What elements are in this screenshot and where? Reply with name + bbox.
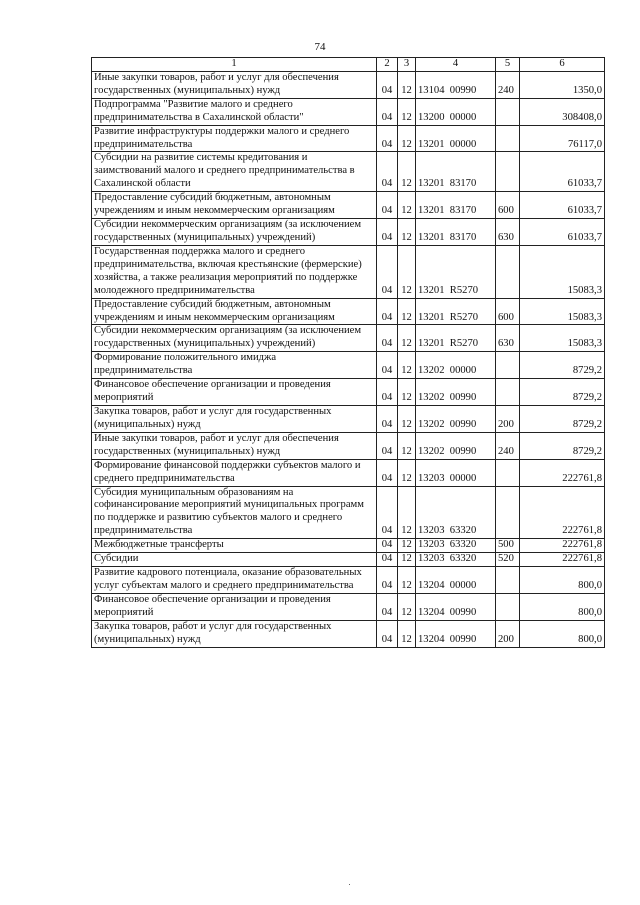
row-section-cell: 04 [377,486,398,539]
row-subsection-cell: 12 [398,152,416,192]
row-expense-type-cell [496,567,520,594]
row-amount-cell: 800,0 [520,593,605,620]
row-target-article-cell: 13202 00990 [416,432,496,459]
row-name-cell: Субсидия муниципальным образованиям на софинансирование мероприятий муниципальных программ по поддержке и развитию субъектов малого и среднего предпринимательства [92,486,377,539]
row-subsection-cell: 12 [398,567,416,594]
row-name-cell: Субсидии [92,553,377,567]
row-amount-cell: 8729,2 [520,405,605,432]
row-amount-cell: 222761,8 [520,553,605,567]
row-expense-type-cell: 520 [496,553,520,567]
row-subsection-cell: 12 [398,539,416,553]
row-target-article-cell: 13204 00990 [416,593,496,620]
row-name-cell: Предоставление субсидий бюджетным, автономным учреждениям и иным некоммерческим организациям [92,298,377,325]
row-amount-cell: 76117,0 [520,125,605,152]
row-subsection-cell: 12 [398,298,416,325]
row-name-cell: Подпрограмма "Развитие малого и среднего предпринимательства в Сахалинской области" [92,98,377,125]
row-section-cell: 04 [377,539,398,553]
table-row [92,459,605,486]
row-subsection-cell: 12 [398,71,416,98]
row-target-article-cell: 13202 00000 [416,352,496,379]
table-row [92,352,605,379]
row-section-cell: 04 [377,245,398,298]
row-section-cell: 04 [377,98,398,125]
row-amount-cell: 8729,2 [520,352,605,379]
row-section-cell: 04 [377,71,398,98]
row-target-article-cell: 13200 00000 [416,98,496,125]
row-expense-type-cell [496,379,520,406]
row-expense-type-cell: 600 [496,298,520,325]
row-expense-type-cell [496,486,520,539]
header-col-5: 5 [496,58,520,72]
row-name-cell: Межбюджетные трансферты [92,539,377,553]
page-number: 74 [314,41,326,53]
row-subsection-cell: 12 [398,620,416,647]
header-col-6: 6 [520,58,605,72]
row-expense-type-cell: 200 [496,620,520,647]
table-header-row [92,58,605,72]
row-amount-cell: 15083,3 [520,245,605,298]
table-row [92,539,605,553]
row-amount-cell: 8729,2 [520,379,605,406]
row-name-cell: Предоставление субсидий бюджетным, автономным учреждениям и иным некоммерческим организациям [92,192,377,219]
row-subsection-cell: 12 [398,125,416,152]
row-target-article-cell: 13203 00000 [416,459,496,486]
row-target-article-cell: 13201 R5270 [416,298,496,325]
row-subsection-cell: 12 [398,352,416,379]
row-subsection-cell: 12 [398,325,416,352]
table-row [92,593,605,620]
row-name-cell: Закупка товаров, работ и услуг для государственных (муниципальных) нужд [92,405,377,432]
row-section-cell: 04 [377,152,398,192]
row-name-cell: Закупка товаров, работ и услуг для государственных (муниципальных) нужд [92,620,377,647]
row-subsection-cell: 12 [398,553,416,567]
row-subsection-cell: 12 [398,593,416,620]
row-subsection-cell: 12 [398,245,416,298]
row-amount-cell: 15083,3 [520,325,605,352]
row-expense-type-cell: 240 [496,71,520,98]
row-section-cell: 04 [377,620,398,647]
header-col-4: 4 [416,58,496,72]
header-col-1: 1 [92,58,377,72]
row-section-cell: 04 [377,298,398,325]
row-amount-cell: 222761,8 [520,459,605,486]
row-expense-type-cell [496,245,520,298]
row-name-cell: Иные закупки товаров, работ и услуг для обеспечения государственных (муниципальных) нужд [92,71,377,98]
row-amount-cell: 61033,7 [520,219,605,246]
budget-table [91,57,605,648]
row-expense-type-cell: 500 [496,539,520,553]
table-row [92,152,605,192]
row-name-cell: Иные закупки товаров, работ и услуг для обеспечения государственных (муниципальных) нужд [92,432,377,459]
row-target-article-cell: 13203 63320 [416,539,496,553]
row-expense-type-cell [496,352,520,379]
table-row [92,553,605,567]
row-amount-cell: 15083,3 [520,298,605,325]
row-subsection-cell: 12 [398,219,416,246]
row-target-article-cell: 13203 63320 [416,553,496,567]
row-section-cell: 04 [377,432,398,459]
table-row [92,567,605,594]
row-target-article-cell: 13203 63320 [416,486,496,539]
row-target-article-cell: 13201 83170 [416,219,496,246]
row-section-cell: 04 [377,352,398,379]
table-row [92,98,605,125]
row-amount-cell: 222761,8 [520,486,605,539]
row-amount-cell: 8729,2 [520,432,605,459]
row-expense-type-cell [496,593,520,620]
row-section-cell: 04 [377,593,398,620]
table-row [92,71,605,98]
row-expense-type-cell [496,125,520,152]
table-row [92,219,605,246]
row-name-cell: Развитие инфраструктуры поддержки малого и среднего предпринимательства [92,125,377,152]
row-target-article-cell: 13201 R5270 [416,245,496,298]
row-target-article-cell: 13104 00990 [416,71,496,98]
table-row [92,379,605,406]
row-name-cell: Формирование положительного имиджа предпринимательства [92,352,377,379]
row-target-article-cell: 13204 00000 [416,567,496,594]
table-row [92,405,605,432]
header-col-3: 3 [398,58,416,72]
table-row [92,432,605,459]
row-subsection-cell: 12 [398,192,416,219]
row-target-article-cell: 13204 00990 [416,620,496,647]
row-name-cell: Развитие кадрового потенциала, оказание образовательных услуг субъектам малого и среднего предпринимательства [92,567,377,594]
header-col-2: 2 [377,58,398,72]
table-row [92,192,605,219]
row-amount-cell: 1350,0 [520,71,605,98]
row-target-article-cell: 13201 83170 [416,152,496,192]
row-section-cell: 04 [377,219,398,246]
row-target-article-cell: 13201 83170 [416,192,496,219]
row-name-cell: Финансовое обеспечение организации и проведения мероприятий [92,379,377,406]
row-name-cell: Субсидии некоммерческим организациям (за исключением государственных (муниципальных) учреждений) [92,325,377,352]
row-expense-type-cell: 630 [496,219,520,246]
row-amount-cell: 61033,7 [520,152,605,192]
row-amount-cell: 800,0 [520,620,605,647]
row-target-article-cell: 13201 00000 [416,125,496,152]
table-row [92,620,605,647]
row-name-cell: Формирование финансовой поддержки субъектов малого и среднего предпринимательства [92,459,377,486]
row-subsection-cell: 12 [398,98,416,125]
row-subsection-cell: 12 [398,379,416,406]
row-amount-cell: 308408,0 [520,98,605,125]
row-expense-type-cell [496,459,520,486]
row-section-cell: 04 [377,459,398,486]
row-section-cell: 04 [377,553,398,567]
row-name-cell: Субсидии некоммерческим организациям (за исключением государственных (муниципальных) учреждений) [92,219,377,246]
row-name-cell: Государственная поддержка малого и среднего предпринимательства, включая крестьянские (фермерские) хозяйства, а также реализация мероприятий по поддержке молодежного предпринимательства [92,245,377,298]
row-amount-cell: 222761,8 [520,539,605,553]
row-section-cell: 04 [377,405,398,432]
table-row [92,245,605,298]
row-subsection-cell: 12 [398,486,416,539]
row-section-cell: 04 [377,325,398,352]
table-row [92,298,605,325]
row-subsection-cell: 12 [398,405,416,432]
row-section-cell: 04 [377,567,398,594]
row-expense-type-cell: 630 [496,325,520,352]
row-expense-type-cell [496,98,520,125]
row-expense-type-cell: 240 [496,432,520,459]
table-row [92,325,605,352]
row-target-article-cell: 13202 00990 [416,379,496,406]
row-subsection-cell: 12 [398,459,416,486]
row-section-cell: 04 [377,192,398,219]
row-target-article-cell: 13201 R5270 [416,325,496,352]
row-expense-type-cell [496,152,520,192]
row-amount-cell: 61033,7 [520,192,605,219]
row-target-article-cell: 13202 00990 [416,405,496,432]
row-section-cell: 04 [377,379,398,406]
row-amount-cell: 800,0 [520,567,605,594]
row-expense-type-cell: 200 [496,405,520,432]
row-expense-type-cell: 600 [496,192,520,219]
row-section-cell: 04 [377,125,398,152]
row-name-cell: Финансовое обеспечение организации и проведения мероприятий [92,593,377,620]
table-row [92,125,605,152]
table-row [92,486,605,539]
row-subsection-cell: 12 [398,432,416,459]
scan-speck [349,884,350,885]
row-name-cell: Субсидии на развитие системы кредитования и заимствований малого и среднего предпринимательства в Сахалинской области [92,152,377,192]
